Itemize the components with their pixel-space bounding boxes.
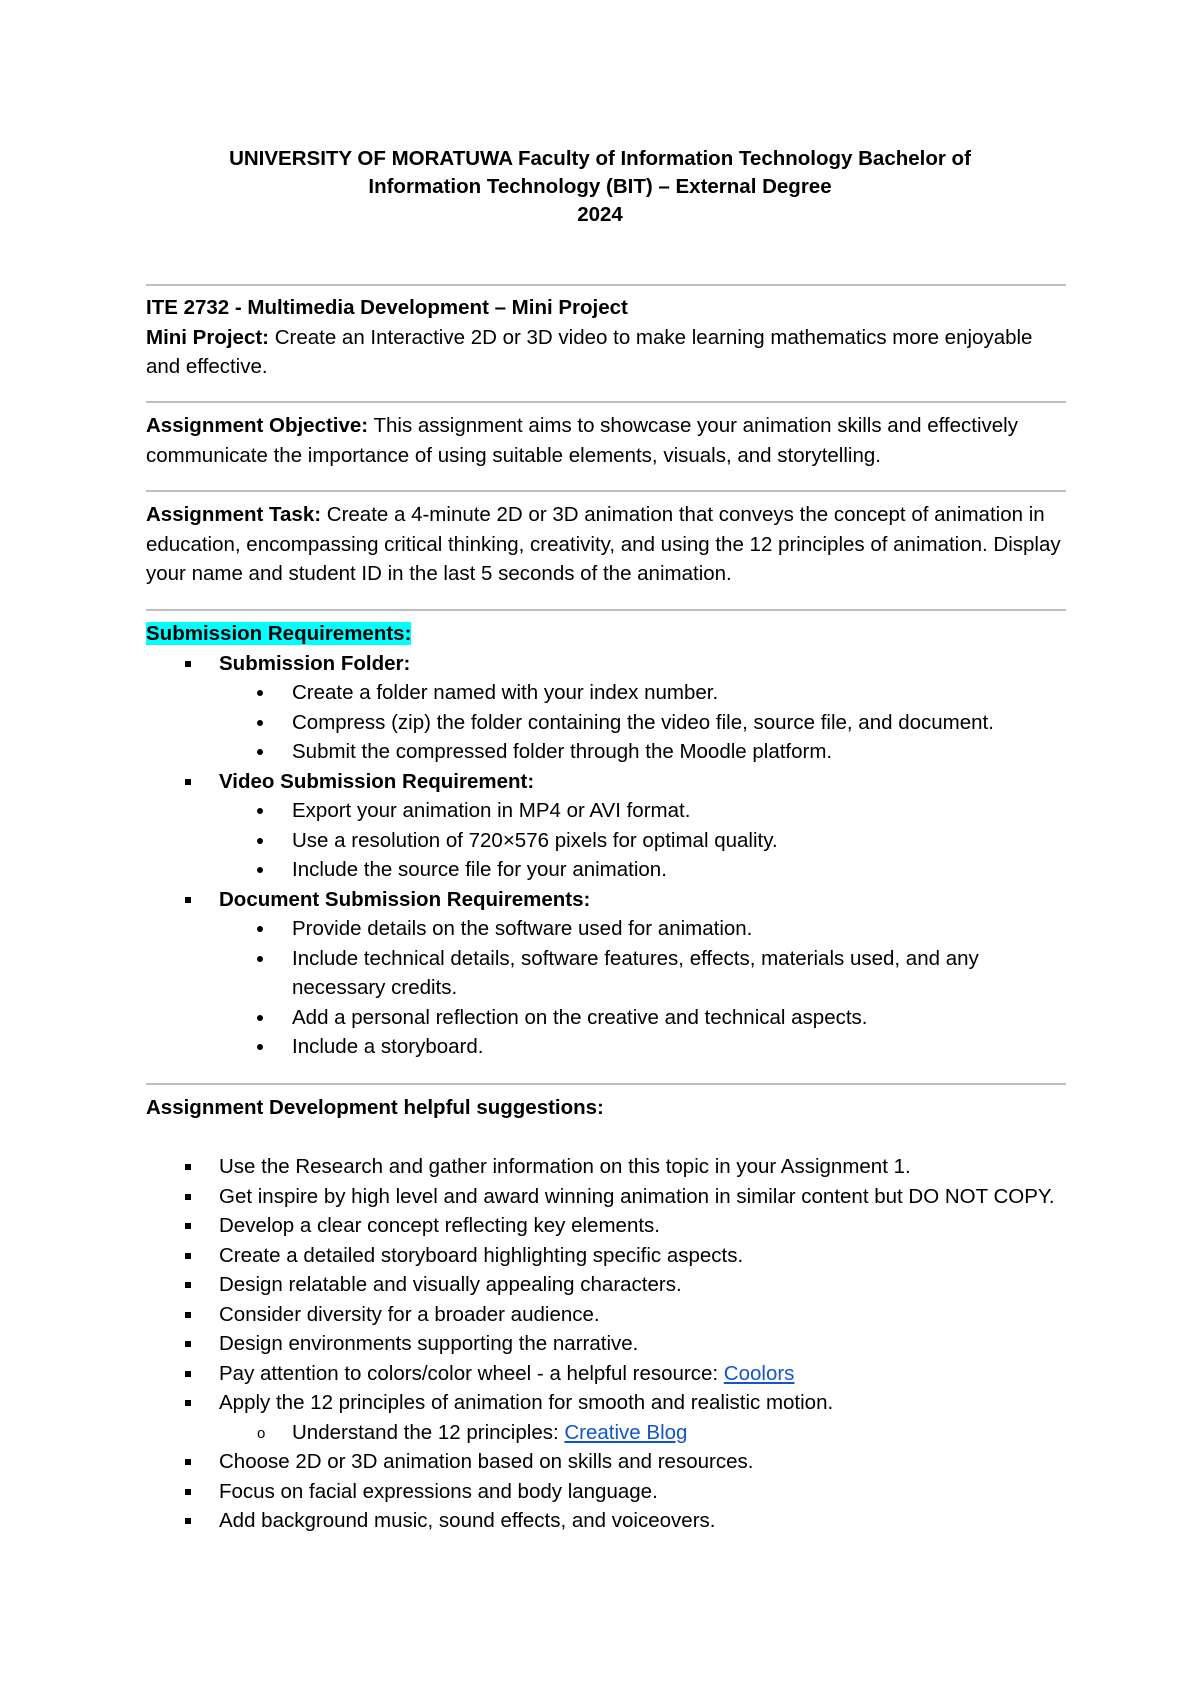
header-year: 2024 <box>577 203 623 226</box>
mini-project-text: Create an Interactive 2D or 3D video to make learning mathematics more enjoyable and effective. <box>146 325 1033 378</box>
objective-text: This assignment aims to showcase your animation skills and effectively communicate the importance of using suitable elements, visuals, and storytelling. <box>146 414 1018 467</box>
suggestions-heading: Assignment Development helpful suggestions: <box>146 1096 604 1119</box>
mini-project-paragraph <box>146 323 1061 382</box>
list-item: Use a resolution of 720×576 pixels for optimal quality. <box>146 826 1061 856</box>
submission-section <box>146 619 1061 1062</box>
objective-label: Assignment Objective: <box>146 414 369 437</box>
divider <box>146 284 1066 286</box>
suggestions-list <box>146 1152 1061 1536</box>
list-item: Get inspire by high level and award winning animation in similar content but DO NOT COPY. <box>146 1182 1061 1212</box>
submission-group-video: Video Submission Requirement: <box>146 767 1061 797</box>
list-item: Design environments supporting the narrative. <box>146 1329 1061 1359</box>
list-item: Create a folder named with your index number. <box>146 678 1061 708</box>
list-item: Include technical details, software features, effects, materials used, and any necessary credits. <box>146 944 1061 1003</box>
list-item: o Understand the 12 principles: Creative Blog <box>146 1418 1061 1448</box>
mini-project-label: Mini Project: <box>146 325 270 349</box>
objective-section <box>146 411 1061 470</box>
divider <box>146 1083 1066 1085</box>
task-section <box>146 500 1061 589</box>
list-item: Apply the 12 principles of animation for smooth and realistic motion. <box>146 1388 1061 1418</box>
list-item: Submit the compressed folder through the Moodle platform. <box>146 737 1061 767</box>
header-line-1: UNIVERSITY OF MORATUWA Faculty of Information Technology Bachelor of <box>229 147 971 170</box>
suggestions-section <box>146 1093 1061 1536</box>
list-item: Consider diversity for a broader audience. <box>146 1300 1061 1330</box>
divider <box>146 609 1066 611</box>
course-section <box>146 293 1061 382</box>
list-item: Choose 2D or 3D animation based on skills and resources. <box>146 1447 1061 1477</box>
list-item: Provide details on the software used for animation. <box>146 914 1061 944</box>
task-text: Create a 4-minute 2D or 3D animation that conveys the concept of animation in education, encompassing critical thinking, creativity, and using the 12 principles of animation. Display your name and student ID in the last 5 seconds of the animation. <box>146 503 1061 585</box>
objective-paragraph <box>146 411 1061 470</box>
list-item: Use the Research and gather information on this topic in your Assignment 1. <box>146 1152 1061 1182</box>
list-item: Include the source file for your animation. <box>146 855 1061 885</box>
list-item: Focus on facial expressions and body language. <box>146 1477 1061 1507</box>
submission-group-folder: Submission Folder: <box>146 649 1061 679</box>
list-item: Pay attention to colors/color wheel - a helpful resource: Coolors <box>146 1359 1061 1389</box>
coolors-link[interactable]: Coolors <box>723 1361 795 1385</box>
list-item: Add background music, sound effects, and voiceovers. <box>146 1506 1061 1536</box>
list-item: Export your animation in MP4 or AVI format. <box>146 796 1061 826</box>
list-item: Develop a clear concept reflecting key elements. <box>146 1211 1061 1241</box>
list-item: Include a storyboard. <box>146 1032 1061 1062</box>
list-item: Design relatable and visually appealing characters. <box>146 1270 1061 1300</box>
creative-blog-link[interactable]: Creative Blog <box>564 1420 688 1444</box>
list-item: Create a detailed storyboard highlighting specific aspects. <box>146 1241 1061 1271</box>
divider <box>146 490 1066 492</box>
course-title: ITE 2732 - Multimedia Development – Mini Project <box>146 296 628 319</box>
submission-group-document: Document Submission Requirements: <box>146 885 1061 915</box>
list-item: Compress (zip) the folder containing the video file, source file, and document. <box>146 708 1061 738</box>
submission-heading: Submission Requirements: <box>146 622 412 645</box>
list-item: Add a personal reflection on the creative and technical aspects. <box>146 1003 1061 1033</box>
submission-list <box>146 649 1061 1062</box>
task-label: Assignment Task: <box>146 503 322 526</box>
document-header <box>180 145 1020 229</box>
header-line-2: Information Technology (BIT) – External Degree <box>368 175 832 198</box>
task-paragraph <box>146 500 1061 589</box>
divider <box>146 401 1066 403</box>
